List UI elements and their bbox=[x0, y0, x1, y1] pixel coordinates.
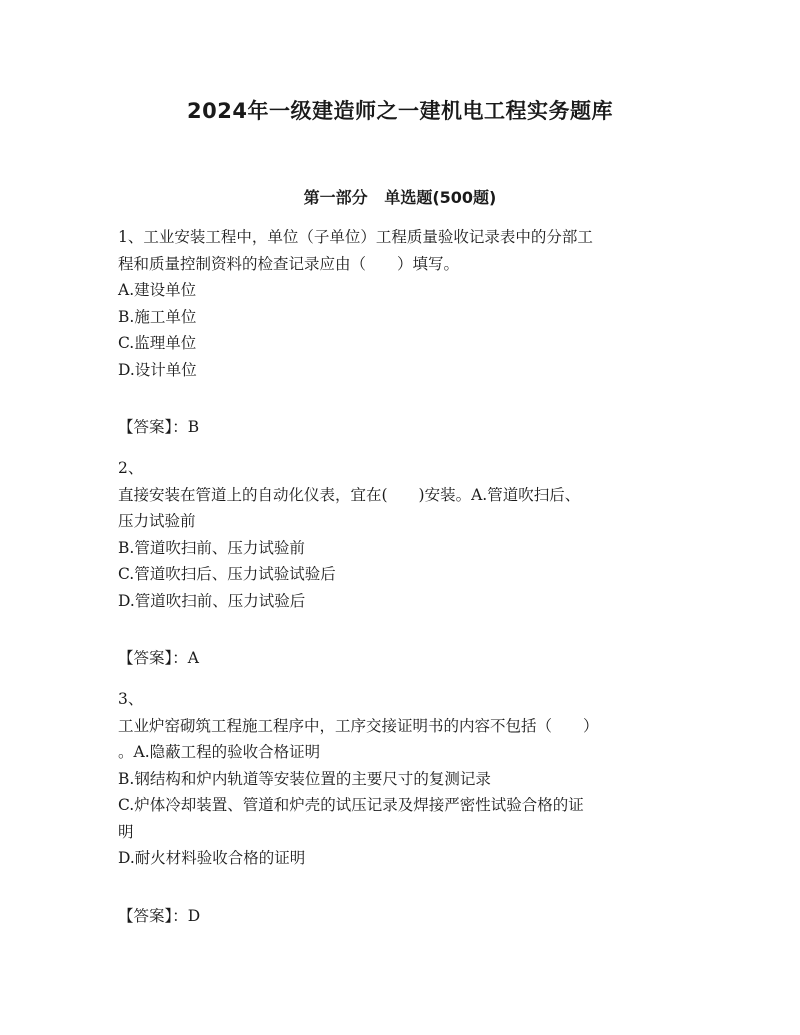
question-3-option-d: D.耐火材料验收合格的证明 bbox=[118, 849, 306, 867]
question-3-number: 3、 bbox=[118, 690, 144, 708]
question-2-option-d: D.管道吹扫前、压力试验后 bbox=[118, 591, 306, 610]
question-1-option-b: B.施工单位 bbox=[118, 307, 197, 326]
question-3-option-c-line-1: C.炉体冷却装置、管道和炉壳的试压记录及焊接严密性试验合格的证 bbox=[118, 796, 584, 814]
question-2-option-b: B.管道吹扫前、压力试验前 bbox=[118, 538, 305, 557]
question-1 bbox=[118, 224, 683, 383]
document-title: 2024年一级建造师之一建机电工程实务题库 bbox=[187, 99, 613, 123]
section-title: 第一部分 单选题(500题) bbox=[303, 188, 497, 207]
question-2-option-c: C.管道吹扫后、压力试验试验后 bbox=[118, 565, 336, 583]
question-2-stem-line-1: 直接安装在管道上的自动化仪表，宜在( )安装。A.管道吹扫后、 bbox=[118, 485, 581, 504]
question-1-answer: 【答案】：B bbox=[118, 418, 200, 436]
question-2 bbox=[118, 455, 683, 614]
question-1-option-d: D.设计单位 bbox=[118, 360, 197, 379]
question-1-stem-line-1: 1、工业安装工程中，单位（子单位）工程质量验收记录表中的分部工 bbox=[118, 228, 593, 246]
question-1-stem-line-2: 程和质量控制资料的检查记录应由（ ）填写。 bbox=[118, 254, 460, 273]
question-1-option-c: C.监理单位 bbox=[118, 334, 197, 352]
question-2-stem-line-2: 压力试验前 bbox=[118, 512, 196, 530]
question-3-stem-line-1: 工业炉窑砌筑工程施工程序中，工序交接证明书的内容不包括（ ） bbox=[118, 716, 599, 735]
question-3-option-b: B.钢结构和炉内轨道等安装位置的主要尺寸的复测记录 bbox=[118, 769, 491, 788]
question-2-answer: 【答案】：A bbox=[118, 649, 199, 667]
question-1-option-a: A.建设单位 bbox=[118, 281, 197, 299]
question-3-answer: 【答案】：D bbox=[118, 907, 201, 925]
question-2-number: 2、 bbox=[118, 459, 144, 477]
question-3-option-c-line-2: 明 bbox=[118, 822, 134, 841]
question-3 bbox=[118, 686, 683, 872]
question-3-option-a: 。A.隐蔽工程的验收合格证明 bbox=[118, 743, 321, 761]
